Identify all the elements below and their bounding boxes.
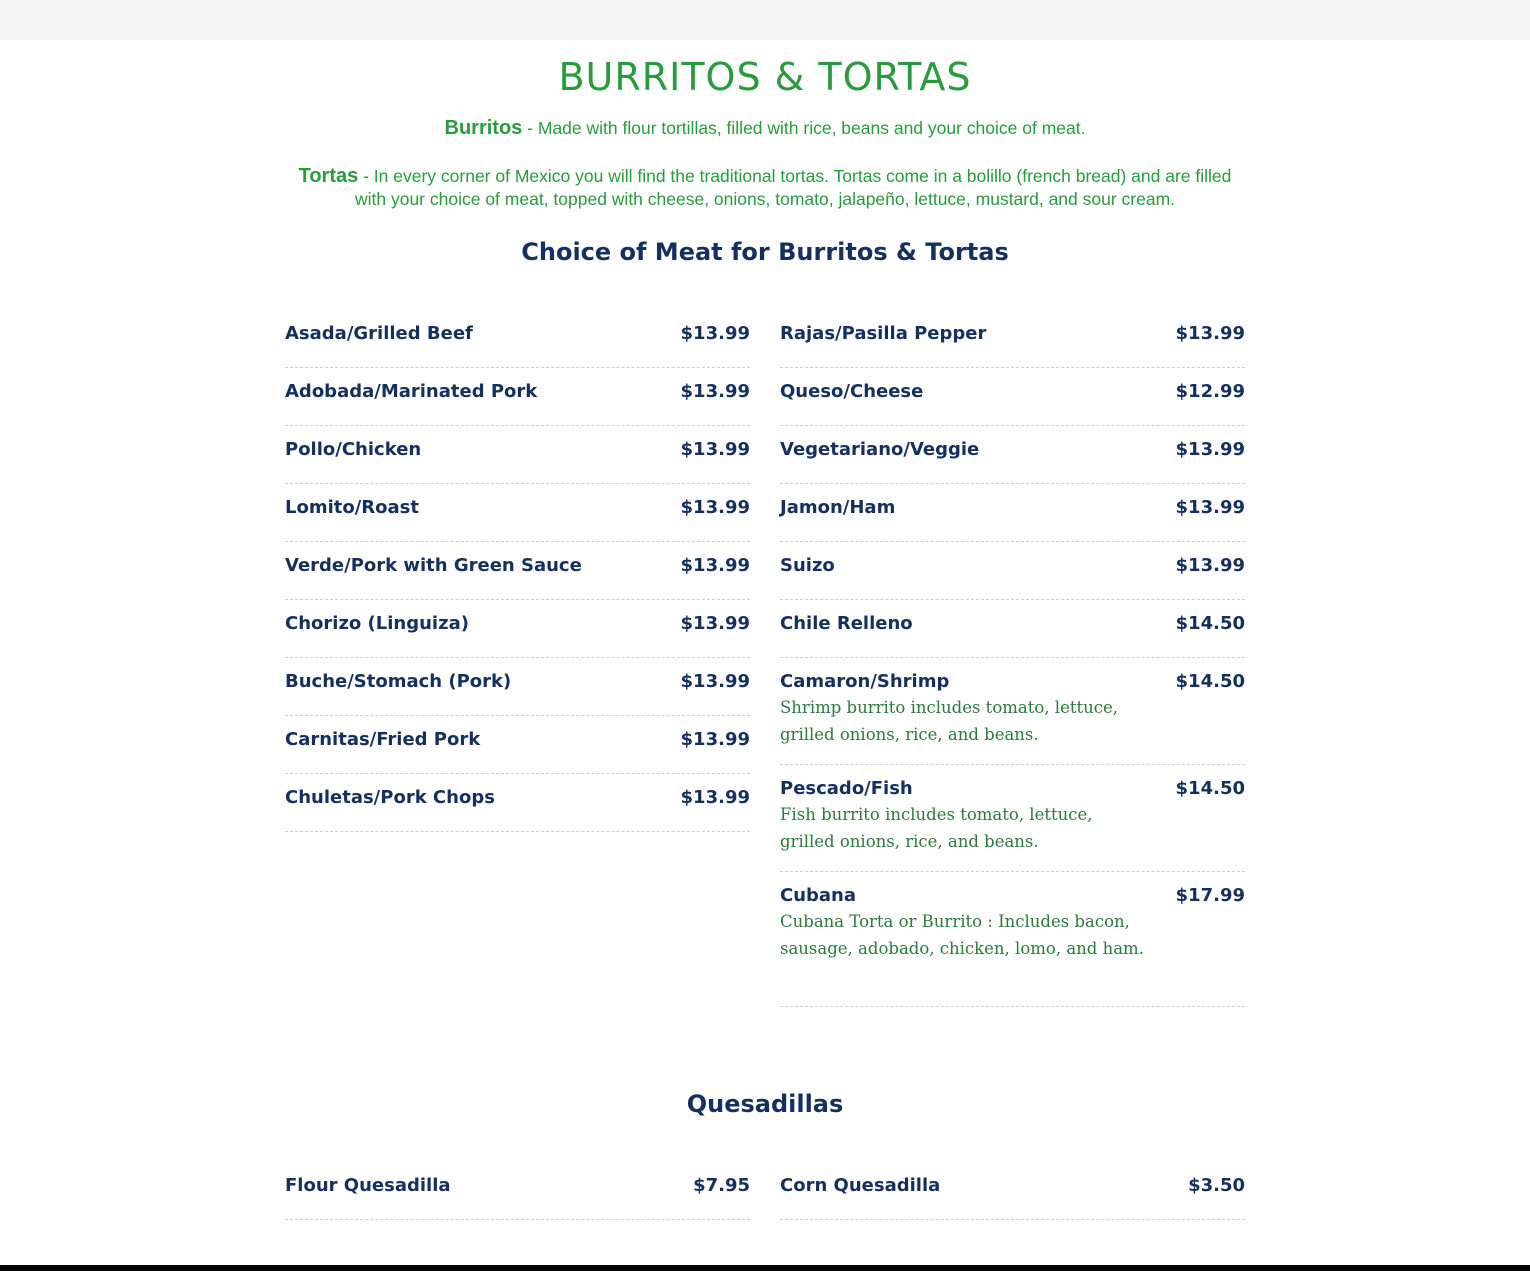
menu-item-price: $14.50: [1175, 778, 1245, 799]
menu-item: [285, 1162, 750, 1220]
menu-item: [285, 542, 750, 600]
menu-item: [285, 368, 750, 426]
menu-item-name: Rajas/Pasilla Pepper: [780, 323, 987, 344]
menu-item-price: $13.99: [680, 555, 750, 576]
menu-item-price: $13.99: [680, 497, 750, 518]
menu-item: [780, 542, 1245, 600]
menu-item: [285, 658, 750, 716]
menu-item-name: Verde/Pork with Green Sauce: [285, 555, 582, 576]
meat-list-left: [285, 310, 750, 832]
top-bar: [0, 0, 1530, 40]
menu-item: [780, 426, 1245, 484]
quesadilla-section-title: Quesadillas: [686, 1090, 844, 1118]
tortas-description: - In every corner of Mexico you will find the traditional tortas. Tortas come in a bolillo (french bread) and are filled with your choice of meat, topped with cheese, onions, tomato, jalapeño, lettuce, mustard, and sour cream.: [354, 166, 1232, 209]
menu-item-price: $14.50: [1175, 671, 1245, 692]
bottom-bar: [0, 1265, 1530, 1271]
menu-item-name: Jamon/Ham: [780, 497, 896, 518]
menu-item: [285, 774, 750, 832]
menu-item-name: Vegetariano/Veggie: [780, 439, 980, 460]
meat-section-title: Choice of Meat for Burritos & Tortas: [521, 238, 1009, 266]
menu-item-price: $13.99: [680, 787, 750, 808]
menu-item-name: Chile Relleno: [780, 613, 913, 634]
menu-item-price: $7.95: [693, 1175, 750, 1196]
menu-item: [285, 484, 750, 542]
menu-item-price: $13.99: [680, 729, 750, 750]
menu-item-name: Queso/Cheese: [780, 381, 924, 402]
tortas-intro: [285, 165, 1245, 211]
menu-item: [780, 765, 1245, 872]
menu-item-name: Chuletas/Pork Chops: [285, 787, 495, 808]
menu-item-name: Camaron/Shrimp: [780, 671, 950, 692]
menu-item-price: $12.99: [1175, 381, 1245, 402]
menu-item: [780, 368, 1245, 426]
menu-item: [780, 600, 1245, 658]
menu-item-name: Chorizo (Linguiza): [285, 613, 469, 634]
menu-item-price: $13.99: [680, 381, 750, 402]
burritos-description: - Made with flour tortillas, filled with rice, beans and your choice of meat.: [522, 118, 1086, 138]
menu-item: [780, 658, 1245, 765]
menu-item-name: Suizo: [780, 555, 835, 576]
menu-item-name: Pollo/Chicken: [285, 439, 422, 460]
menu-item-name: Carnitas/Fried Pork: [285, 729, 481, 750]
menu-item-price: $17.99: [1175, 885, 1245, 906]
menu-item-price: $13.99: [680, 439, 750, 460]
menu-item-name: Flour Quesadilla: [285, 1175, 451, 1196]
quesadilla-list-right: [780, 1162, 1245, 1220]
menu-item-name: Asada/Grilled Beef: [285, 323, 473, 344]
menu-item-price: $3.50: [1188, 1175, 1245, 1196]
menu-item-name: Corn Quesadilla: [780, 1175, 941, 1196]
menu-item-description: Shrimp burrito includes tomato, lettuce, grilled onions, rice, and beans.: [780, 698, 1118, 744]
burritos-intro: [285, 117, 1245, 140]
menu-item-name: Lomito/Roast: [285, 497, 419, 518]
burritos-label: Burritos: [444, 117, 523, 139]
menu-item-price: $13.99: [1175, 323, 1245, 344]
menu-item-name: Cubana: [780, 885, 857, 906]
menu-item-price: $13.99: [1175, 497, 1245, 518]
menu-item-name: Pescado/Fish: [780, 778, 913, 799]
quesadilla-list-left: [285, 1162, 750, 1220]
menu-item-price: $13.99: [1175, 439, 1245, 460]
page-title: BURRITOS & TORTAS: [558, 55, 972, 99]
menu-item: [780, 1162, 1245, 1220]
menu-item: [285, 310, 750, 368]
menu-item: [780, 872, 1245, 1007]
meat-list-right: [780, 310, 1245, 1007]
menu-item: [285, 600, 750, 658]
menu-item-price: $13.99: [680, 613, 750, 634]
menu-item: [780, 484, 1245, 542]
menu-item-price: $13.99: [680, 671, 750, 692]
menu-item: [780, 310, 1245, 368]
menu-item-price: $13.99: [680, 323, 750, 344]
menu-item-description: Cubana Torta or Burrito : Includes bacon, sausage, adobado, chicken, lomo, and ham.: [780, 912, 1144, 958]
menu-item-price: $13.99: [1175, 555, 1245, 576]
menu-item-name: Adobada/Marinated Pork: [285, 381, 538, 402]
menu-item-price: $14.50: [1175, 613, 1245, 634]
menu-item: [285, 716, 750, 774]
menu-item: [285, 426, 750, 484]
menu-item-name: Buche/Stomach (Pork): [285, 671, 512, 692]
tortas-label: Tortas: [298, 165, 359, 187]
menu-item-description: Fish burrito includes tomato, lettuce, grilled onions, rice, and beans.: [780, 805, 1093, 851]
